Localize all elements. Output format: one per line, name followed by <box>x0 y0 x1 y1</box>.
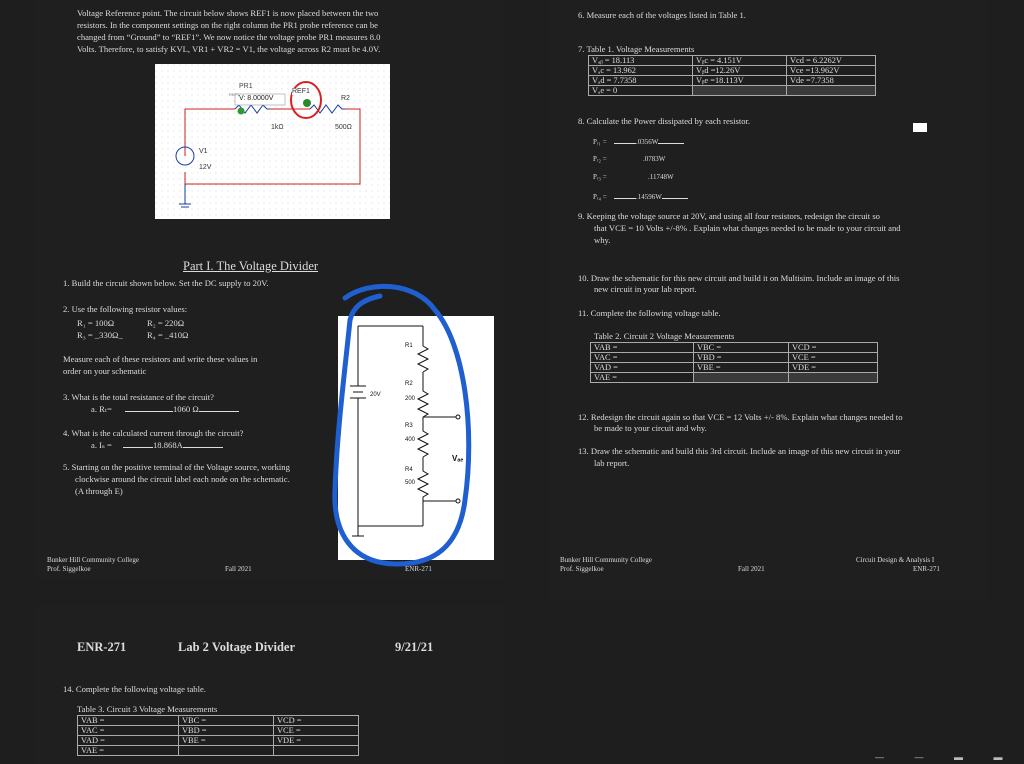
intro-line-2: resistors. In the component settings on the right column the PR1 probe reference can be <box>77 20 378 30</box>
table-cell: VCE = <box>789 353 878 363</box>
table-cell <box>787 86 876 96</box>
table-row <box>591 353 878 363</box>
table-cell: Vde =7.7358 <box>787 76 876 86</box>
power-r3-label: Pᵣ₃ = <box>593 173 607 181</box>
table-row <box>78 736 359 746</box>
page3-header-title: Lab 2 Voltage Divider <box>178 640 296 654</box>
page-2 <box>548 0 988 600</box>
circuit-r2-value: 500Ω <box>335 124 352 131</box>
page-3 <box>35 604 505 764</box>
r4-value: R₄ = _410Ω <box>147 330 189 340</box>
table-cell: VAC = <box>78 726 179 736</box>
r1-value: R₁ = 100Ω <box>77 318 115 328</box>
q4a-answer <box>123 440 223 451</box>
q3a-answer <box>125 404 239 415</box>
table-cell <box>179 746 274 756</box>
table-row <box>78 726 359 736</box>
r3-value: R₃ = _330Ω_ <box>77 330 123 340</box>
schematic-r2: R2 <box>405 381 413 387</box>
measure-line-2: order on your schematic <box>63 366 147 376</box>
circuit-r1-value: 1kΩ <box>271 124 284 131</box>
footer-course: ENR-271 <box>913 565 940 573</box>
power-r1-label: Pᵣ₁ = <box>593 138 607 146</box>
table-cell: VDE = <box>789 363 878 373</box>
intro-line-3: changed from “Ground” to “REF1”. We now notice the voltage probe PR1 measures 8.0 <box>77 32 381 42</box>
circuit-r2-label: R2 <box>341 95 350 102</box>
power-r4-answer: .14596W <box>636 193 662 201</box>
table-2 <box>590 342 878 383</box>
q10-line-2: new circuit in your lab report. <box>594 284 697 294</box>
footer-term: Fall 2021 <box>225 565 252 573</box>
table-cell: VBC = <box>179 716 274 726</box>
power-r3-value: .11748W <box>648 173 674 181</box>
q6-text: 6. Measure each of the voltages listed in Table 1. <box>578 10 746 20</box>
table-cell <box>694 373 789 383</box>
cursor-box <box>913 123 927 132</box>
measure-line-1: Measure each of these resistors and write these values in <box>63 354 258 364</box>
q8-text: 8. Calculate the Power dissipated by each resistor. <box>578 116 751 126</box>
intro-line-4: Volts. Therefore, to satisfy KVL, VR1 + VR2 = V1, the voltage across R2 must be 4.0V. <box>77 44 381 54</box>
power-r2-value: .0783W <box>643 155 666 163</box>
table-cell: VAB = <box>591 343 694 353</box>
table-row <box>589 56 876 66</box>
multisim-circuit-image <box>155 64 390 219</box>
circuit-pr1: PR1 <box>239 83 253 90</box>
schematic-r3: R3 <box>405 423 413 429</box>
table-row <box>589 66 876 76</box>
table-cell: VAD = <box>591 363 694 373</box>
table-cell: Vₐd = 7.7358 <box>589 76 693 86</box>
table-cell: VCD = <box>274 716 359 726</box>
power-r2-label: Pᵣ₂ = <box>593 155 607 163</box>
intro-line-1: Voltage Reference point. The circuit below shows REF1 is now placed between the two <box>77 8 379 18</box>
window-controls[interactable]: — — ▬ ▬ <box>875 752 1017 762</box>
table-cell: Vᵦd =12.26V <box>693 66 787 76</box>
q3a-value: 1060 Ω <box>173 404 199 414</box>
table-row <box>591 373 878 383</box>
q5-line-2: clockwise around the circuit label each node on the schematic. <box>75 474 290 484</box>
page3-header-course: ENR-271 <box>77 640 127 654</box>
page-1 <box>35 0 505 580</box>
q12-line-1: 12. Redesign the circuit again so that VCE = 12 Volts +/- 8%. Explain what changes needed to <box>578 412 903 422</box>
q12-line-2: be made to your circuit and why. <box>594 423 707 433</box>
circuit-probe-reading: V: 8.0000V <box>239 95 274 102</box>
q13-line-1: 13. Draw the schematic and build this 3rd circuit. Include an image of this new circuit in your <box>578 446 901 456</box>
table-cell: VCD = <box>789 343 878 353</box>
q5-line-3: (A through E) <box>75 486 123 496</box>
highlighter-annotation <box>325 270 505 580</box>
table-cell: VBC = <box>694 343 789 353</box>
table-cell: Vce =13.962V <box>787 66 876 76</box>
table-row <box>591 343 878 353</box>
power-r4-label: Pᵣ₄ = <box>593 193 607 201</box>
table-row <box>589 76 876 86</box>
circuit-grid <box>155 64 390 219</box>
schematic-vout: Vₐₑ <box>452 454 464 463</box>
table-cell: VAE = <box>591 373 694 383</box>
power-r1-value <box>614 138 684 146</box>
q4a-value: 18.868A <box>153 440 183 450</box>
schematic-src: 20V <box>370 392 381 398</box>
circuit-v1-value: 12V <box>199 164 212 171</box>
table-3 <box>77 715 359 756</box>
q7-text: 7. Table 1. Voltage Measurements <box>578 44 695 54</box>
q2-text: 2. Use the following resistor values: <box>63 304 188 314</box>
page3-header-date: 9/21/21 <box>395 640 434 654</box>
table-cell: Vᵦc = 4.151V <box>693 56 787 66</box>
table-cell: Vₐc = 13.962 <box>589 66 693 76</box>
table-cell: Vₐe = 0 <box>589 86 693 96</box>
footer-term: Fall 2021 <box>738 565 765 573</box>
schematic-r3-value: 400 <box>405 437 416 443</box>
table-cell: Vᵦe =18.113V <box>693 76 787 86</box>
table-2-title: Table 2. Circuit 2 Voltage Measurements <box>594 331 735 341</box>
table-row <box>591 363 878 373</box>
q3-text: 3. What is the total resistance of the circuit? <box>63 392 214 402</box>
power-r1-answer: .0356W <box>636 138 659 146</box>
q10-line-1: 10. Draw the schematic for this new circuit and build it on Multisim. Include an image of this <box>578 273 900 283</box>
table-cell: VAC = <box>591 353 694 363</box>
table-cell: Vₐᵦ = 18.113 <box>589 56 693 66</box>
schematic-r2-value: 200 <box>405 396 416 402</box>
q4a-label: a. Iₛ = <box>91 440 112 450</box>
circuit-ref1: REF1 <box>292 88 310 95</box>
table-cell: Vcd = 6.2262V <box>787 56 876 66</box>
table-cell: VAE = <box>78 746 179 756</box>
footer-professor: Prof. Siggelkoe <box>560 565 604 573</box>
table-1 <box>588 55 876 96</box>
circuit-v1-label: V1 <box>199 148 208 155</box>
table-cell: VBD = <box>694 353 789 363</box>
q11-text: 11. Complete the following voltage table. <box>578 308 721 318</box>
q13-line-2: lab report. <box>594 458 630 468</box>
q4-text: 4. What is the calculated current through the circuit? <box>63 428 244 438</box>
footer-college: Bunker Hill Community College <box>560 556 652 564</box>
table-cell: VCE = <box>274 726 359 736</box>
table-cell <box>789 373 878 383</box>
schematic-r4: R4 <box>405 467 413 473</box>
footer-professor: Prof. Siggelkoe <box>47 565 91 573</box>
r2-value: R₂ = 220Ω <box>147 318 185 328</box>
table-cell: VBD = <box>179 726 274 736</box>
table-cell: VAB = <box>78 716 179 726</box>
footer-course: ENR-271 <box>405 565 432 573</box>
power-r4-value <box>614 193 688 201</box>
schematic-r1: R1 <box>405 343 413 349</box>
schematic-r4-value: 500 <box>405 480 416 486</box>
table-cell: VDE = <box>274 736 359 746</box>
q9-line-2: that VCE = 10 Volts +/-8% . Explain what changes needed to be made to your circuit and <box>594 223 901 233</box>
table-cell: VAD = <box>78 736 179 746</box>
table-cell <box>693 86 787 96</box>
table-row <box>78 716 359 726</box>
q5-line-1: 5. Starting on the positive terminal of the Voltage source, working <box>63 462 290 472</box>
circuit-ref1-small: REF1 <box>229 92 240 97</box>
table-cell: VBE = <box>179 736 274 746</box>
table-3-title: Table 3. Circuit 3 Voltage Measurements <box>77 704 218 714</box>
footer-course-title: Circuit Design & Analysis I <box>856 556 935 564</box>
q1-text: 1. Build the circuit shown below. Set the DC supply to 20V. <box>63 278 269 288</box>
part1-title: Part I. The Voltage Divider <box>183 259 319 273</box>
table-cell: VBE = <box>694 363 789 373</box>
q9-line-3: why. <box>594 235 611 245</box>
q3a-label: a. Rₜ= <box>91 404 112 414</box>
q14-text: 14. Complete the following voltage table. <box>63 684 206 694</box>
table-row <box>589 86 876 96</box>
q9-line-1: 9. Keeping the voltage source at 20V, and using all four resistors, redesign the circuit so <box>578 211 880 221</box>
footer-college: Bunker Hill Community College <box>47 556 139 564</box>
table-cell <box>274 746 359 756</box>
table-row <box>78 746 359 756</box>
